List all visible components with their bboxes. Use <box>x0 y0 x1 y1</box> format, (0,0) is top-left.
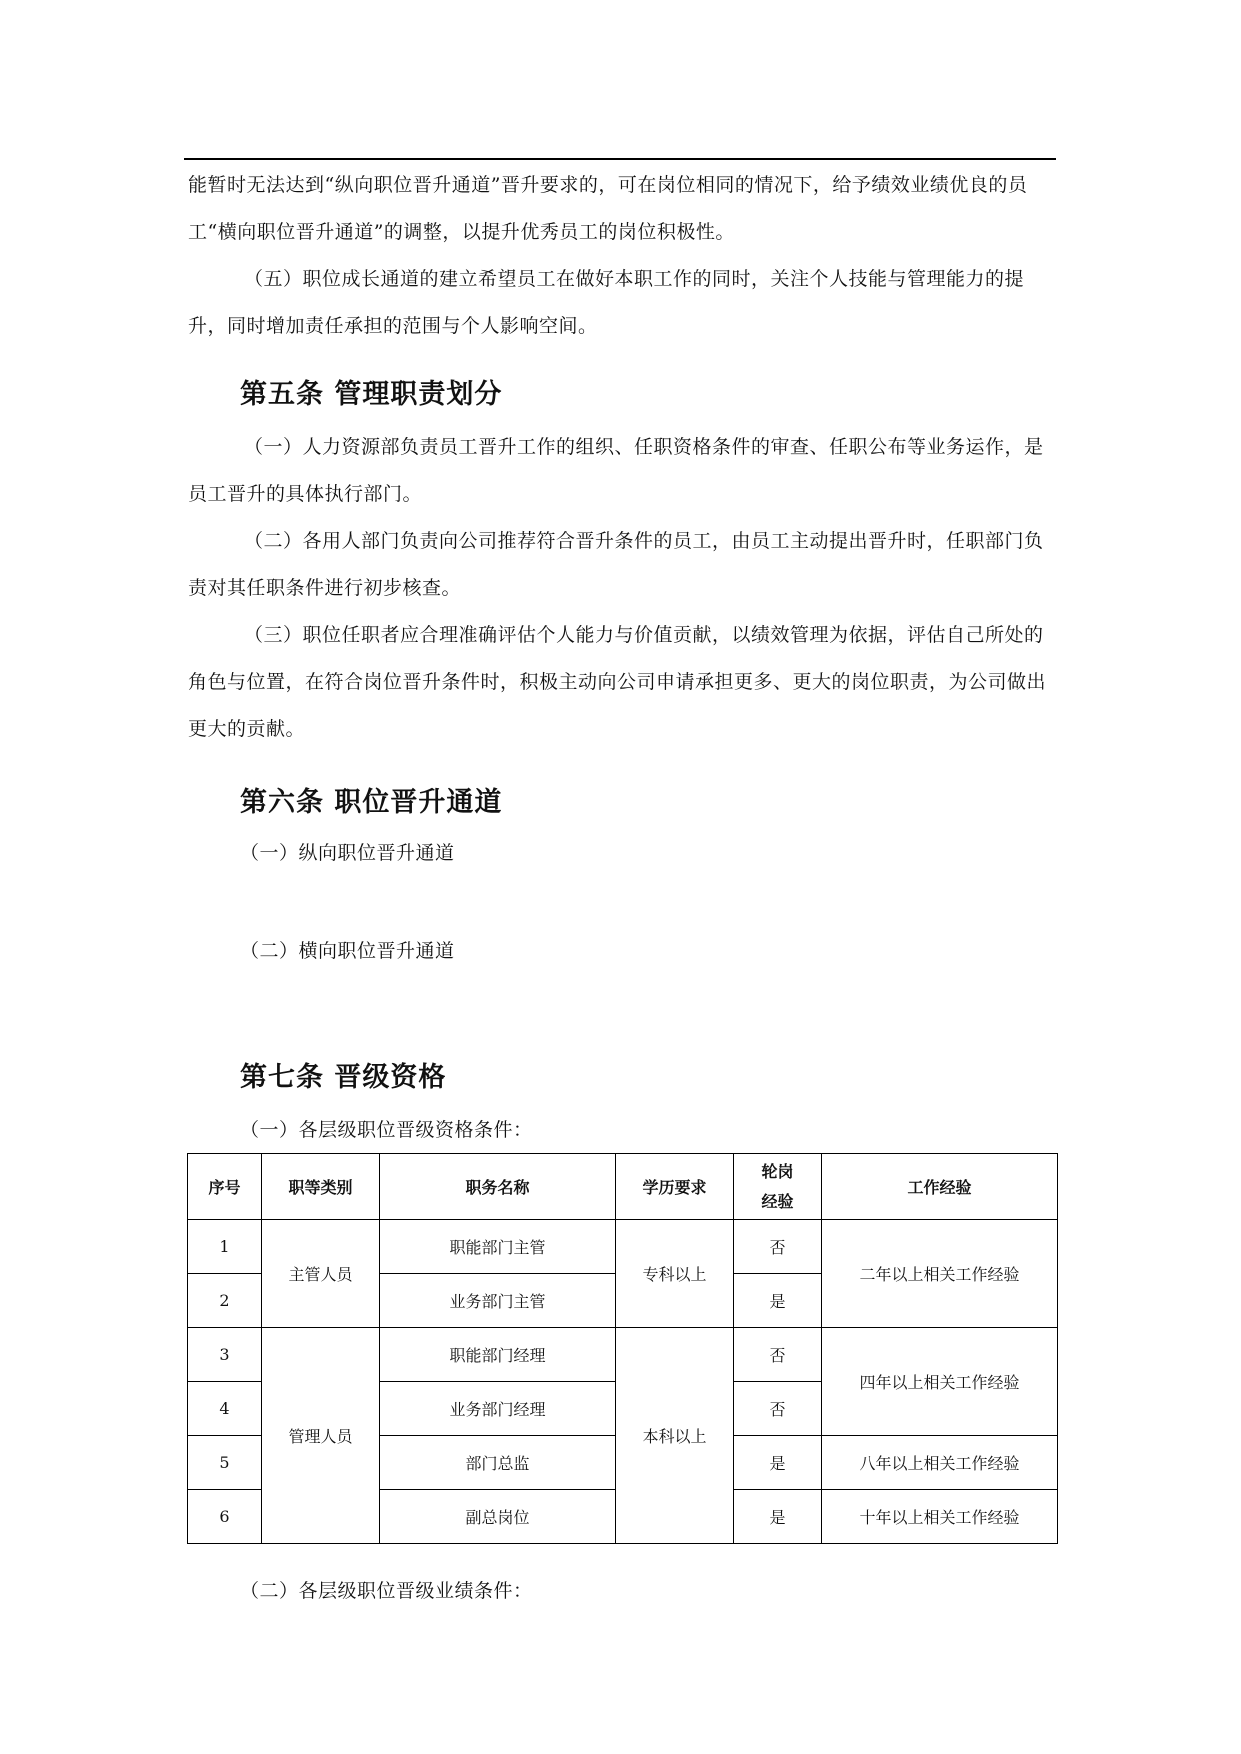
row-education: 专科以上 <box>616 1220 734 1328</box>
row-position: 职能部门经理 <box>380 1328 616 1382</box>
header-experience: 工作经验 <box>822 1154 1058 1220</box>
row-no: 2 <box>188 1274 262 1328</box>
row-no: 3 <box>188 1328 262 1382</box>
article7-outro: （二）各层级职位晋级业绩条件： <box>240 1580 533 1602</box>
row-education: 本科以上 <box>616 1328 734 1544</box>
table-row <box>188 1220 1058 1274</box>
row-experience: 八年以上相关工作经验 <box>822 1436 1058 1490</box>
row-rotation: 否 <box>734 1328 822 1382</box>
paragraph-continuation: 能暂时无法达到“纵向职位晋升通道”晋升要求的，可在岗位相同的情况下，给予绩效业绩优良的员工“横向职位晋升通道”的调整，以提升优秀员工的岗位积极性。 <box>188 174 1028 243</box>
paragraph-item-5: （五）职位成长通道的建立希望员工在做好本职工作的同时，关注个人技能与管理能力的提升，同时增加责任承担的范围与个人影响空间。 <box>188 268 1025 337</box>
row-no: 1 <box>188 1220 262 1274</box>
row-no: 4 <box>188 1382 262 1436</box>
row-position: 职能部门主管 <box>380 1220 616 1274</box>
header-rotation-line2: 经验 <box>761 1191 794 1211</box>
row-category: 管理人员 <box>262 1328 380 1544</box>
article5-paragraph-1: （一）人力资源部负责员工晋升工作的组织、任职资格条件的审查、任职公布等业务运作，是员工晋升的具体执行部门。 <box>188 436 1044 505</box>
row-category: 主管人员 <box>262 1220 380 1328</box>
article5-paragraph-3: （三）职位任职者应合理准确评估个人能力与价值贡献，以绩效管理为依据，评估自己所处的角色与位置，在符合岗位晋升条件时，积极主动向公司申请承担更多、更大的岗位职责，为公司做出更大的贡献。 <box>188 624 1047 740</box>
row-experience: 十年以上相关工作经验 <box>822 1490 1058 1544</box>
row-experience: 二年以上相关工作经验 <box>822 1220 1058 1328</box>
row-rotation: 否 <box>734 1382 822 1436</box>
header-rule <box>184 158 1056 160</box>
article7-title: 第七条 晋级资格 <box>240 1062 447 1093</box>
article6-item-1: （一）纵向职位晋升通道 <box>240 842 455 864</box>
article6-title: 第六条 职位晋升通道 <box>240 787 503 818</box>
header-position: 职务名称 <box>380 1154 616 1220</box>
row-position: 业务部门经理 <box>380 1382 616 1436</box>
row-rotation: 否 <box>734 1220 822 1274</box>
row-position: 业务部门主管 <box>380 1274 616 1328</box>
row-position: 部门总监 <box>380 1436 616 1490</box>
row-experience: 四年以上相关工作经验 <box>822 1328 1058 1436</box>
article5-paragraphs <box>188 424 1056 753</box>
row-rotation: 是 <box>734 1436 822 1490</box>
article7-intro: （一）各层级职位晋级资格条件： <box>240 1119 533 1141</box>
header-education: 学历要求 <box>616 1154 734 1220</box>
article5-paragraph-2: （二）各用人部门负责向公司推荐符合晋升条件的员工，由员工主动提出晋升时，任职部门负责对其任职条件进行初步核查。 <box>188 530 1044 599</box>
row-position: 副总岗位 <box>380 1490 616 1544</box>
qualification-table <box>187 1153 1058 1544</box>
table-header-row <box>188 1154 1058 1220</box>
article6-item-2: （二）横向职位晋升通道 <box>240 940 455 962</box>
top-paragraphs <box>188 162 1056 350</box>
header-rotation <box>734 1154 822 1220</box>
article5-title: 第五条 管理职责划分 <box>240 379 503 410</box>
row-no: 6 <box>188 1490 262 1544</box>
row-rotation: 是 <box>734 1274 822 1328</box>
table-row <box>188 1328 1058 1382</box>
header-category: 职等类别 <box>262 1154 380 1220</box>
row-rotation: 是 <box>734 1490 822 1544</box>
header-no: 序号 <box>188 1154 262 1220</box>
header-rotation-line1: 轮岗 <box>761 1161 794 1181</box>
row-no: 5 <box>188 1436 262 1490</box>
